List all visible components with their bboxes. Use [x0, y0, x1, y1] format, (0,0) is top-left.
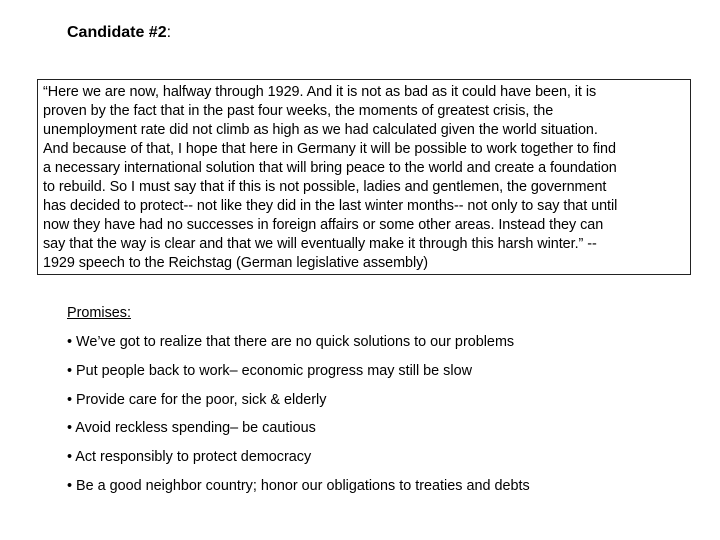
- promises-heading: Promises:: [67, 305, 131, 321]
- candidate-label: Candidate #2: [67, 24, 167, 41]
- quote-line: now they have had no successes in foreign affairs or some other areas. Instead they can: [43, 217, 604, 233]
- quote-line: 1929 speech to the Reichstag (German legislative assembly): [43, 255, 429, 271]
- list-item: • Act responsibly to protect democracy: [67, 449, 312, 466]
- quote-line: say that the way is clear and that we will eventually make it through this harsh winter.” --: [43, 236, 597, 252]
- promises-list: [67, 333, 530, 506]
- speech-quote-box: [37, 79, 691, 275]
- quote-line: And because of that, I hope that here in Germany it will be possible to work together to find: [43, 141, 616, 157]
- list-item: • Put people back to work– economic progress may still be slow: [67, 362, 472, 379]
- title-colon: :: [166, 24, 172, 41]
- quote-line: unemployment rate did not climb as high as we had calculated given the world situation.: [43, 122, 598, 138]
- quote-line: has decided to protect-- not like they did in the last winter months-- not only to say that until: [43, 198, 618, 214]
- list-item: • Be a good neighbor country; honor our obligations to treaties and debts: [67, 477, 530, 494]
- list-item: • We’ve got to realize that there are no quick solutions to our problems: [67, 334, 515, 350]
- quote-line: to rebuild. So I must say that if this is not possible, ladies and gentlemen, the government: [43, 179, 607, 195]
- quote-line: proven by the fact that in the past four weeks, the moments of greatest crisis, the: [43, 103, 554, 119]
- quote-line: “Here we are now, halfway through 1929. And it is not as bad as it could have been, it is: [43, 84, 597, 100]
- page-title: [67, 23, 171, 43]
- list-item: • Provide care for the poor, sick & elderly: [67, 391, 327, 408]
- quote-line: a necessary international solution that will bring peace to the world and create a foundation: [43, 160, 617, 176]
- list-item: • Avoid reckless spending– be cautious: [67, 420, 316, 437]
